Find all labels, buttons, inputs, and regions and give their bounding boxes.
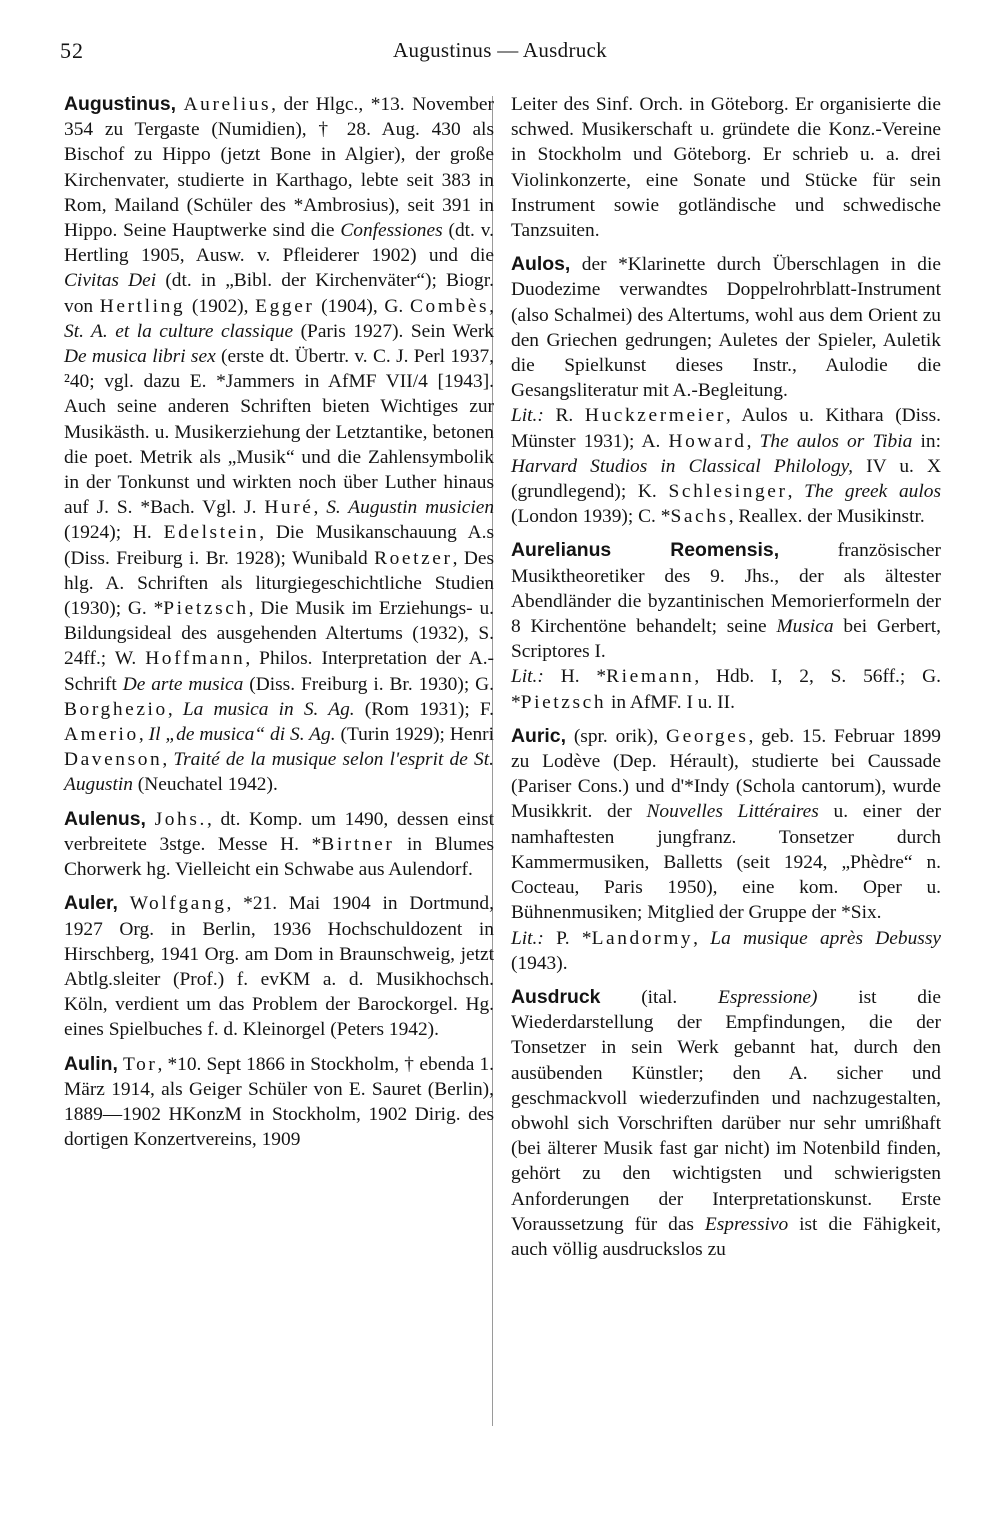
- page-number: 52: [60, 38, 84, 63]
- headword-aulin: Aulin,: [64, 1052, 118, 1075]
- entry-auric: Auric, (spr. orik), Georges, geb. 15. Februar 1899 zu Lodève (Dep. Hérault), studierte bei Caussade (Pariser Cons.) und d'*Indy (Schola cantorum), wurde Musikkrit. der Nouvelles Littéraires u. einer der namhaftesten jungfranz. Tonsetzer durch Kammermusiken, Balletts (seit 1924, „Phèdre“ n. Cocteau, Paris 1950), eine kom. Oper u. Bühnenmusiken; Mitglied der Gruppe der *Six. Lit.: P. *Landormy, La musique après Debussy (1943).: [511, 724, 941, 974]
- entry-augustinus: Augustinus, Aurelius, der Hlgc., *13. November 354 zu Tergaste (Numidien), † 28. Aug. 430 als Bischof zu Hippo (jetzt Bone in Algier), der große Kirchenvater, studierte in Karthago, lebte seit 383 in Rom, Mailand (Schüler des *Ambrosius), seit 391 in Hippo. Seine Hauptwerke sind die Confessiones (dt. v. Hertling 1905, Ausw. v. Pfleiderer 1902) und die Civitas Dei (dt. in „Bibl. der Kirchenväter“); Biogr. von Hertling (1902), Egger (1904), G. Combès, St. A. et la culture classique (Paris 1927). Sein Werk De musica libri sex (erste dt. Übertr. v. C. J. Perl 1937, ²40; vgl. dazu E. *Jammers in AfMF VII/4 [1943]. Auch seine anderen Schriften bieten Wichtiges zur Musikästh. u. Musikerziehung der Letztantike, betonen die poet. Metrik als „Musik“ und die Zahlensymbolik in der Tonkunst und wirkten noch über Luther hinaus auf J. S. *Bach. Vgl. J. Huré, S. Augustin musicien (1924); H. Edelstein, Die Musikanschauung A.s (Diss. Freiburg i. Br. 1928); Wunibald Roetzer, Des hlg. A. Schriften als liturgiegeschichtliche Studien (1930); G. *Pietzsch, Die Musik im Erziehungs- u. Bildungsideal des ausgehenden Altertums (1932), S. 24ff.; W. Hoffmann, Philos. Interpretation der A.-Schrift De arte musica (Diss. Freiburg i. Br. 1930); G. Borghezio, La musica in S. Ag. (Rom 1931); F. Amerio, Il „de musica“ di S. Ag. (Turin 1929); Henri Davenson, Traité de la musique selon l'esprit de St. Augustin (Neuchatel 1942).: [64, 93, 495, 796]
- entry-aulos: Aulos, der *Klarinette durch Überschlagen in die Duodezime verwandtes Doppelrohrblatt-Instrument (also Schalmei) des Altertums, wohl aus dem Orient zu den Griechen gedrungen; Auletes der Spieler, Auletik die Spielkunst dieses Instr., Aulodie die Gesangsliteratur mit A.-Begleitung. Lit.: R. Huckzermeier, Aulos u. Kithara (Diss. Münster 1931); A. Howard, The aulos or Tibia in: Harvard Studios in Classical Philology, IV u. X (grundlegend); K. Schlesinger, The greek aulos (London 1939); C. *Sachs, Reallex. der Musikinstr.: [511, 253, 942, 528]
- headword-auler: Auler,: [64, 892, 118, 915]
- entry-auler: Auler, Wolfgang, *21. Mai 1904 in Dortmund, 1927 Org. in Berlin, 1936 Hochschuldozent in Hirschberg, 1941 Org. am Dom in Braunschweig, jetzt Abtlg.sleiter (Prof.) f. evKM a. d. Musikhochsch. Köln, verdient um das Problem der Barockorgel. Hg. eines Spielbuches f. d. Kleinorgel (Peters 1942).: [64, 892, 494, 1041]
- right-column: [511, 92, 941, 1271]
- entry-aulin-continued: Leiter des Sinf. Orch. in Göteborg. Er organisierte die schwed. Musikerschaft u. gründete die Konz.-Vereine in Stockholm und Göteborg. Er schrieb u. a. drei Violinkonzerte, eine Sonate und Stücke für sein Instrument sowie gotländische und schwedische Tanzsuiten.: [511, 94, 941, 242]
- headword-aulos: Aulos,: [511, 253, 571, 276]
- entry-aulin: Aulin, Tor, *10. Sept 1866 in Stockholm, † ebenda 1. März 1914, als Geiger Schüler von E. Sauret (Berlin), 1889—1902 HKonzM in Stockholm, 1902 Dirig. des dortigen Konzertvereins, 1909: [64, 1052, 494, 1151]
- headword-auric: Auric,: [511, 724, 566, 747]
- lit-label: Lit.:: [511, 927, 544, 949]
- entry-ausdruck: Ausdruck (ital. Espressione) ist die Wiederdarstellung der Empfindungen, die der Tonsetzer in sein Werk gebannt hat, durch den ausübenden Künstler; den A. sicher und geschmackvoll wiederzufinden und nachzugestalten, obwohl sich Vorschriften darüber nur sehr umrißhaft (bei älterer Musik fast gar nicht) im Notenbild finden, gehört zu den wichtigsten und schwierigsten Anforderungen der Interpretationskunst. Erste Voraussetzung für das Espressivo ist die Fähigkeit, auch völlig ausdruckslos zu: [511, 985, 941, 1260]
- headword-aurelianus: Aurelianus Reomensis,: [511, 539, 780, 562]
- headword-augustinus: Augustinus,: [64, 93, 177, 115]
- entry-aurelianus: Aurelianus Reomensis, französischer Musiktheoretiker des 9. Jhs., der als ältester Abendländer die byzantinischen Memorierformeln der 8 Kirchentöne behandelt; seine Musica bei Gerbert, Scriptores I. Lit.: H. *Riemann, Hdb. I, 2, S. 56ff.; G. *Pietzsch in AfMF. I u. II.: [511, 539, 941, 713]
- left-column: [64, 92, 494, 1161]
- entry-aulenus: Aulenus, Johs., dt. Komp. um 1490, dessen einst verbreitete 3stge. Messe H. *Birtner in Blumes Chorwerk hg. Vielleicht ein Schwabe aus Aulendorf.: [64, 807, 494, 881]
- lit-label: Lit.:: [511, 405, 544, 427]
- running-header: Augustinus — Ausdruck: [393, 38, 607, 62]
- lit-label: Lit.:: [511, 666, 544, 688]
- headword-ausdruck: Ausdruck: [511, 985, 601, 1008]
- headword-aulenus: Aulenus,: [64, 807, 146, 830]
